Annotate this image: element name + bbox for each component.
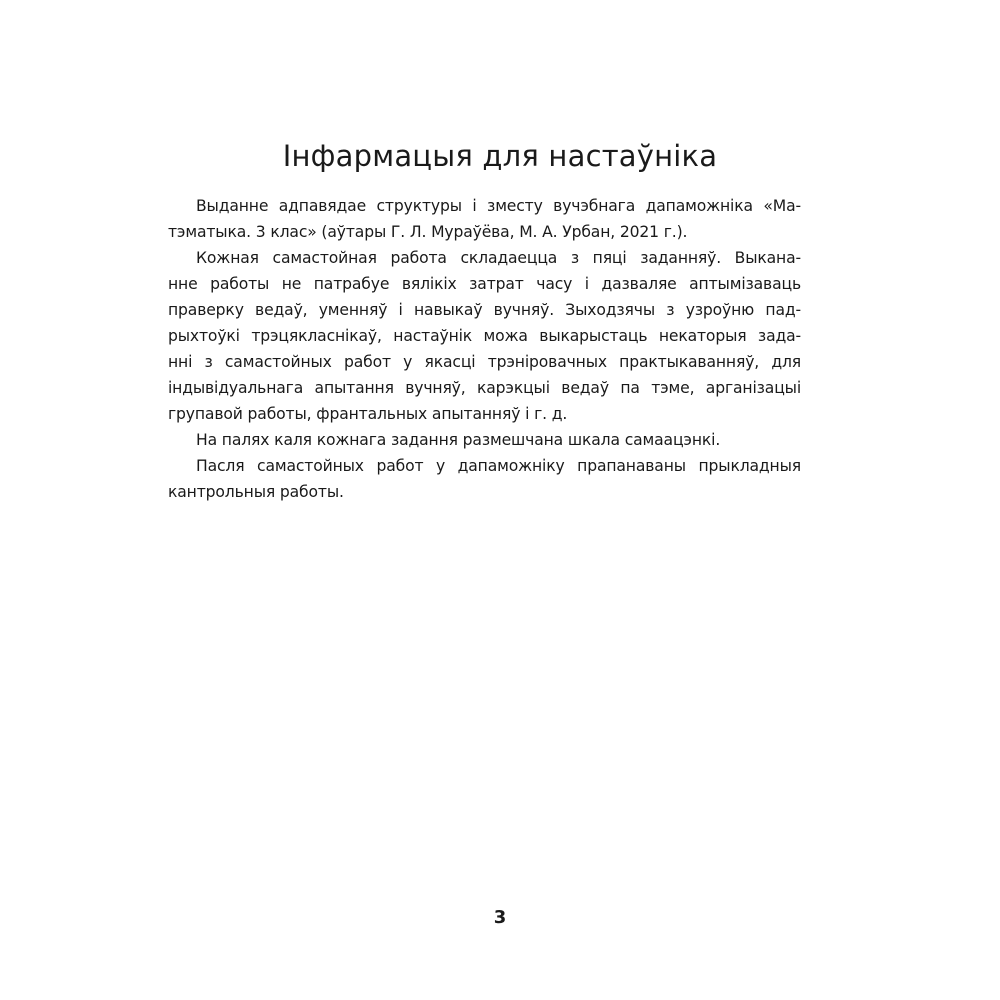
paragraph-3: [168, 427, 801, 453]
paragraph-line: праверку ведаў, уменняў і навыкаў вучняў. Зыходзячы з узроўню пад-: [168, 301, 801, 319]
page-title: Інфармацыя для настаўніка: [282, 139, 718, 173]
paragraph-line: Выданне адпавядае структуры і зместу вучэбнага дапаможніка «Ма-: [196, 197, 801, 215]
paragraph-4: [168, 453, 801, 505]
paragraph-line: Пасля самастойных работ у дапаможніку прапанаваны прыкладныя: [196, 457, 801, 475]
paragraph-line: Кожная самастойная работа складаецца з пяці заданняў. Выкана-: [196, 249, 801, 267]
paragraph-line: На палях каля кожнага задання размешчана шкала самаацэнкі.: [196, 431, 721, 449]
paragraph-line: нні з самастойных работ у якасці трэніровачных практыкаванняў, для: [168, 353, 801, 371]
paragraph-line: кантрольныя работы.: [168, 483, 344, 501]
paragraph-1: [168, 193, 801, 245]
paragraph-2: [168, 245, 801, 427]
paragraph-line: тэматыка. 3 клас» (аўтары Г. Л. Мураўёва, М. А. Урбан, 2021 г.).: [168, 223, 688, 241]
body-text: [168, 193, 801, 505]
paragraph-line: групавой работы, франтальных апытанняў і г. д.: [168, 405, 568, 423]
paragraph-line: нне работы не патрабуе вялікіх затрат часу і дазваляе аптымізаваць: [168, 275, 801, 293]
paragraph-line: рыхтоўкі трэцякласнікаў, настаўнік можа выкарыстаць некаторыя зада-: [168, 327, 801, 345]
paragraph-line: індывідуальнага апытання вучняў, карэкцыі ведаў па тэме, арганізацыі: [168, 379, 801, 397]
page-number: 3: [493, 907, 507, 928]
